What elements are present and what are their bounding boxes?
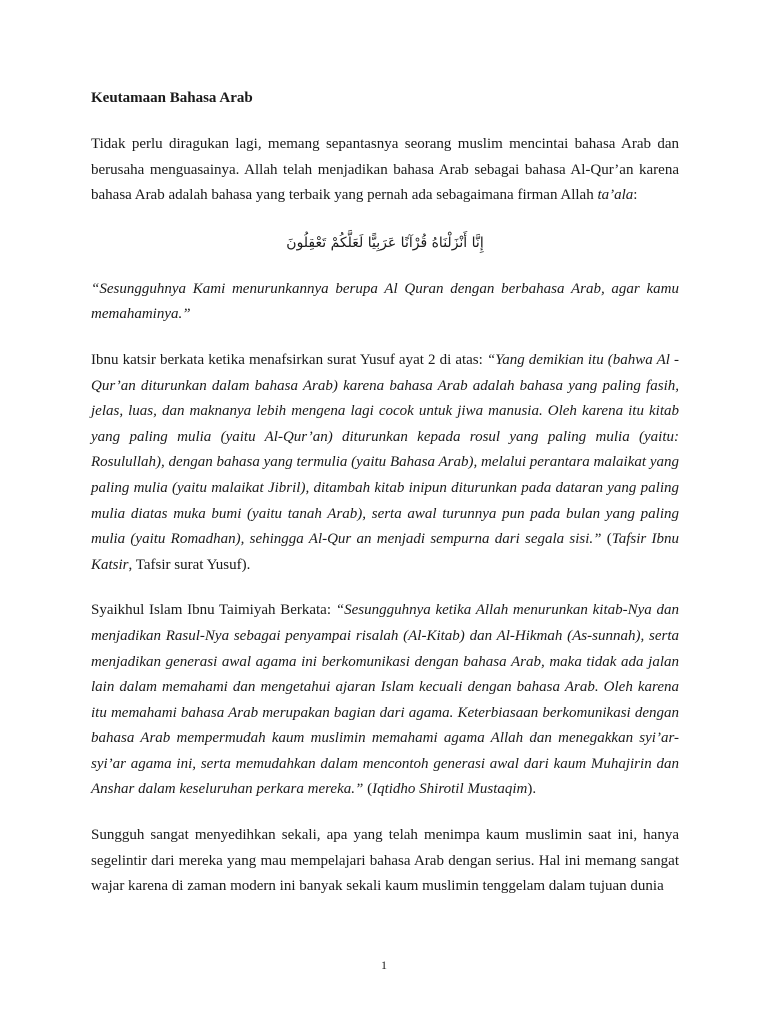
ibnu-taimiyah-close: ). xyxy=(527,781,537,798)
ibnu-katsir-source: Tafsir Ibnu Katsir xyxy=(91,531,679,573)
paragraph-closing: Sungguh sangat menyedihkan sekali, apa yang telah menimpa kaum muslimin saat ini, hanya segelintir dari mereka yang mau mempelajari bahasa Arab dengan serius. Hal ini memang sangat wajar karena di zaman modern ini banyak sekali kaum muslimin tenggelam dalam tujuan dunia xyxy=(91,827,679,895)
document-title: Keutamaan Bahasa Arab xyxy=(91,90,253,106)
document-body xyxy=(91,132,679,920)
ibnu-katsir-quote: “Yang demikian itu (bahwa Al -Qur’an diturunkan dalam bahasa Arab) karena bahasa Arab adalah bahasa yang paling fasih, jelas, luas, dan maknanya lebih mengena lagi cocok untuk jiwa manusia. Oleh karena itu kitab yang paling mulia (yaitu Al-Qur’an) diturunkan kepada rosul yang paling mulia (yaitu: Rosulullah), dengan bahasa yang termulia (yaitu Bahasa Arab), melalui perantara malaikat yang paling mulia (yaitu malaikat Jibril), ditambah kitab inipun diturunkan pada dataran yang paling mulia diatas muka bumi (yaitu tanah Arab), serta awal turunnya pun pada bulan yang paling mulia (yaitu Romadhan), sehingga Al-Qur an menjadi sempurna dari segala sisi.” xyxy=(91,351,680,548)
ibnu-katsir-open: ( xyxy=(601,531,612,548)
paragraph-ibnu-taimiyah xyxy=(91,598,679,803)
verse-translation-text: “Sesungguhnya Kami menurunkannya berupa Al Quran dengan berbahasa Arab, agar kamu memahaminya.” xyxy=(91,280,679,323)
ibnu-taimiyah-lead: Syaikhul Islam Ibnu Taimiyah Berkata: xyxy=(91,602,336,619)
ibnu-katsir-lead: Ibnu katsir berkata ketika menafsirkan surat Yusuf ayat 2 di atas: xyxy=(91,351,487,368)
ibnu-katsir-source-rest: , Tafsir surat Yusuf). xyxy=(128,556,251,573)
page-number: 1 xyxy=(381,958,387,972)
paragraph-intro xyxy=(91,132,679,209)
verse-translation xyxy=(91,277,679,328)
ibnu-taimiyah-quote: “Sesungguhnya ketika Allah menurunkan kitab-Nya dan menjadikan Rasul-Nya sebagai penyampai risalah (Al-Kitab) dan Al-Hikmah (As-sunnah), serta menjadikan generasi awal agama ini berkomunikasi dengan bahasa Arab, maka tidak ada jalan lain dalam memahami dan mengetahui ajaran Islam kecuali dengan bahasa Arab. Oleh karena itu memahami bahasa Arab merupakan bagian dari agama. Keterbiasaan berkomunikasi dengan bahasa Arab mempermudah kaum muslimin memahami agama Allah dan menegakkan syi’ar-syi’ar agama ini, serta memudahkan dalam mencontoh generasi awal dari kaum Muhajirin dan Anshar dalam keseluruhan perkara mereka.” xyxy=(91,602,679,798)
paragraph-ibnu-katsir xyxy=(91,348,679,578)
ibnu-taimiyah-open: ( xyxy=(363,781,373,798)
paragraph-intro-emphasis: ta’ala xyxy=(597,187,634,204)
paragraph-intro-end: : xyxy=(633,187,638,204)
arabic-verse: إِنَّا أَنْزَلْنَاهُ قُرْآنًا عَرَبِيًّا لَعَلَّكُمْ تَعْقِلُونَ xyxy=(286,234,484,251)
ibnu-taimiyah-source: Iqtidho Shirotil Mustaqim xyxy=(372,781,528,798)
paragraph-intro-text: Tidak perlu diragukan lagi, memang sepantasnya seorang muslim mencintai bahasa Arab dan berusaha menguasainya. Allah telah menjadikan bahasa Arab sebagai bahasa Al-Qur’an karena bahasa Arab adalah bahasa yang terbaik yang pernah ada sebagaimana firman Allah xyxy=(91,136,679,204)
